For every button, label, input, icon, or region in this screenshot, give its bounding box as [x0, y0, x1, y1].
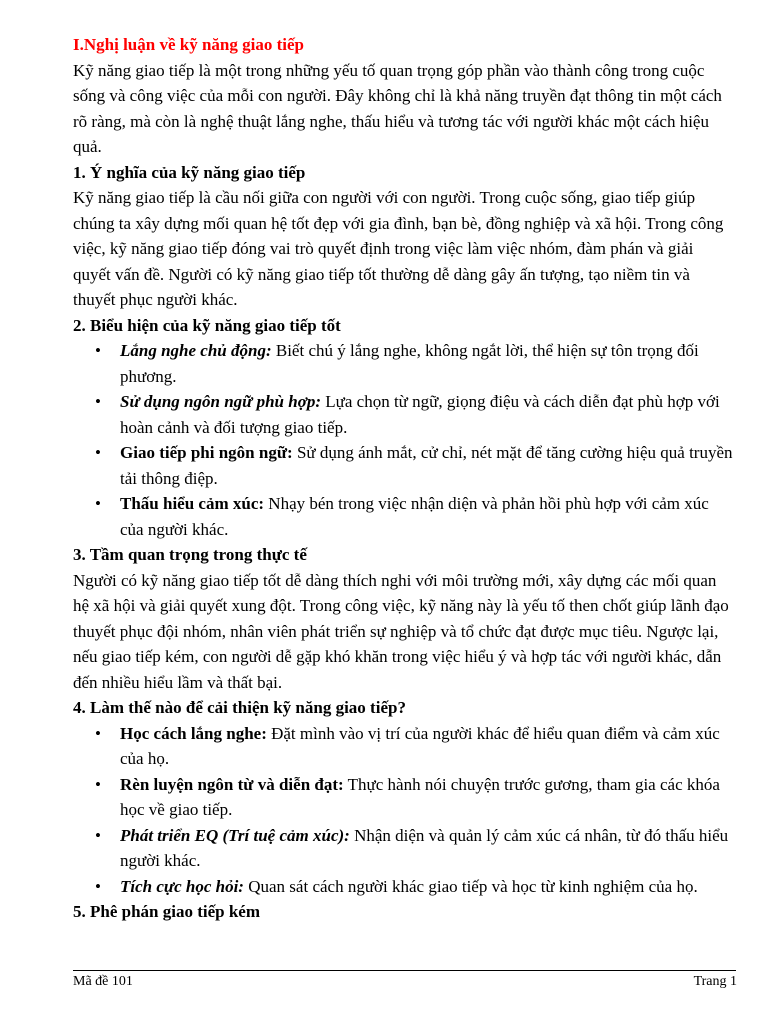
list-item-term: Thấu hiểu cảm xúc: [120, 494, 265, 513]
list-item-term: Lắng nghe chủ động: [120, 341, 272, 360]
list-item-text: Nhạy bén trong việc nhận diện và phản hồi phù hợp với cảm xúc của người khác. [120, 494, 709, 539]
page-number: Trang 1 [693, 974, 737, 989]
list-item [73, 338, 735, 389]
list-item-text: Nhận diện và quản lý cảm xúc cá nhân, từ đó thấu hiểu người khác. [120, 825, 729, 870]
document-title: I.Nghị luận về kỹ năng giao tiếp [73, 35, 304, 54]
list-item-term: Giao tiếp phi ngôn ngữ: [120, 443, 293, 462]
list-item [73, 440, 735, 491]
section-2-heading: 2. Biểu hiện của kỹ năng giao tiếp tốt [73, 315, 341, 335]
section-4-heading: 4. Làm thế nào để cải thiện kỹ năng giao tiếp? [73, 698, 406, 717]
footer-divider [73, 970, 736, 971]
exam-code: Mã đề 101 [73, 974, 133, 989]
list-item [73, 874, 735, 900]
list-item-text: Quan sát cách người khác giao tiếp và học từ kinh nghiệm của họ. [243, 876, 698, 896]
list-item-text: Thực hành nói chuyện trước gương, tham gia các khóa học về giao tiếp. [120, 774, 720, 819]
page-footer [73, 973, 737, 990]
list-item-text: Lựa chọn từ ngữ, giọng điệu và cách diễn đạt phù hợp với hoàn cảnh và đối tượng giao tiếp. [120, 392, 720, 437]
list-item-term: Sử dụng ngôn ngữ phù hợp: [120, 392, 321, 411]
list-item-text: Biết chú ý lắng nghe, không ngắt lời, thể hiện sự tôn trọng đối phương. [120, 341, 699, 386]
section-5-heading: 5. Phê phán giao tiếp kém [73, 902, 261, 921]
list-item-text: Đặt mình vào vị trí của người khác để hiểu quan điểm và cảm xúc của họ. [120, 723, 720, 768]
section-4-list [73, 721, 735, 900]
section-2-list [73, 338, 735, 542]
intro-paragraph: Kỹ năng giao tiếp là một trong những yếu tố quan trọng góp phần vào thành công trong cuộc sống và công việc của mỗi con người. Đây không chỉ là khả năng truyền đạt thông tin một cách rõ ràng, mà còn là nghệ thuật lắng nghe, thấu hiểu và tương tác với người khác một cách hiệu quả. [73, 60, 722, 156]
list-item [73, 389, 735, 440]
section-3-body: Người có kỹ năng giao tiếp tốt dễ dàng thích nghi với môi trường mới, xây dựng các mối quan hệ xã hội và giải quyết xung đột. Trong công việc, kỹ năng này là yếu tố then chốt giúp lãnh đạo thuyết phục đội nhóm, nhân viên phát triển sự nghiệp và tổ chức đạt được mục tiêu. Ngược lại, nếu giao tiếp kém, con người dễ gặp khó khăn trong việc hiểu ý và hợp tác với người khác, dẫn đến nhiều hiểu lầm và thất bại. [73, 570, 729, 692]
list-item-term: Tích cực học hỏi: [120, 876, 244, 896]
section-3-heading: 3. Tầm quan trọng trong thực tế [73, 545, 307, 564]
list-item-text: Sử dụng ánh mắt, cử chỉ, nét mặt để tăng cường hiệu quả truyền tải thông điệp. [120, 443, 733, 488]
list-item [73, 772, 735, 823]
list-item [73, 823, 735, 874]
section-1-heading: 1. Ý nghĩa của kỹ năng giao tiếp [73, 162, 306, 182]
list-item-term: Phát triển EQ (Trí tuệ cảm xúc): [120, 825, 350, 845]
list-item [73, 721, 735, 772]
document-page [73, 32, 735, 925]
list-item [73, 491, 735, 542]
list-item-term: Học cách lắng nghe: [120, 723, 267, 743]
list-item-term: Rèn luyện ngôn từ và diễn đạt: [120, 774, 344, 794]
section-1-body: Kỹ năng giao tiếp là cầu nối giữa con người với con người. Trong cuộc sống, giao tiếp giúp chúng ta xây dựng mối quan hệ tốt đẹp với gia đình, bạn bè, đồng nghiệp và xã hội. Trong công việc, kỹ năng giao tiếp đóng vai trò quyết định trong việc làm việc nhóm, đàm phán và giải quyết vấn đề. Người có kỹ năng giao tiếp tốt thường dễ dàng gây ấn tượng, tạo niềm tin và thuyết phục người khác. [73, 188, 724, 309]
